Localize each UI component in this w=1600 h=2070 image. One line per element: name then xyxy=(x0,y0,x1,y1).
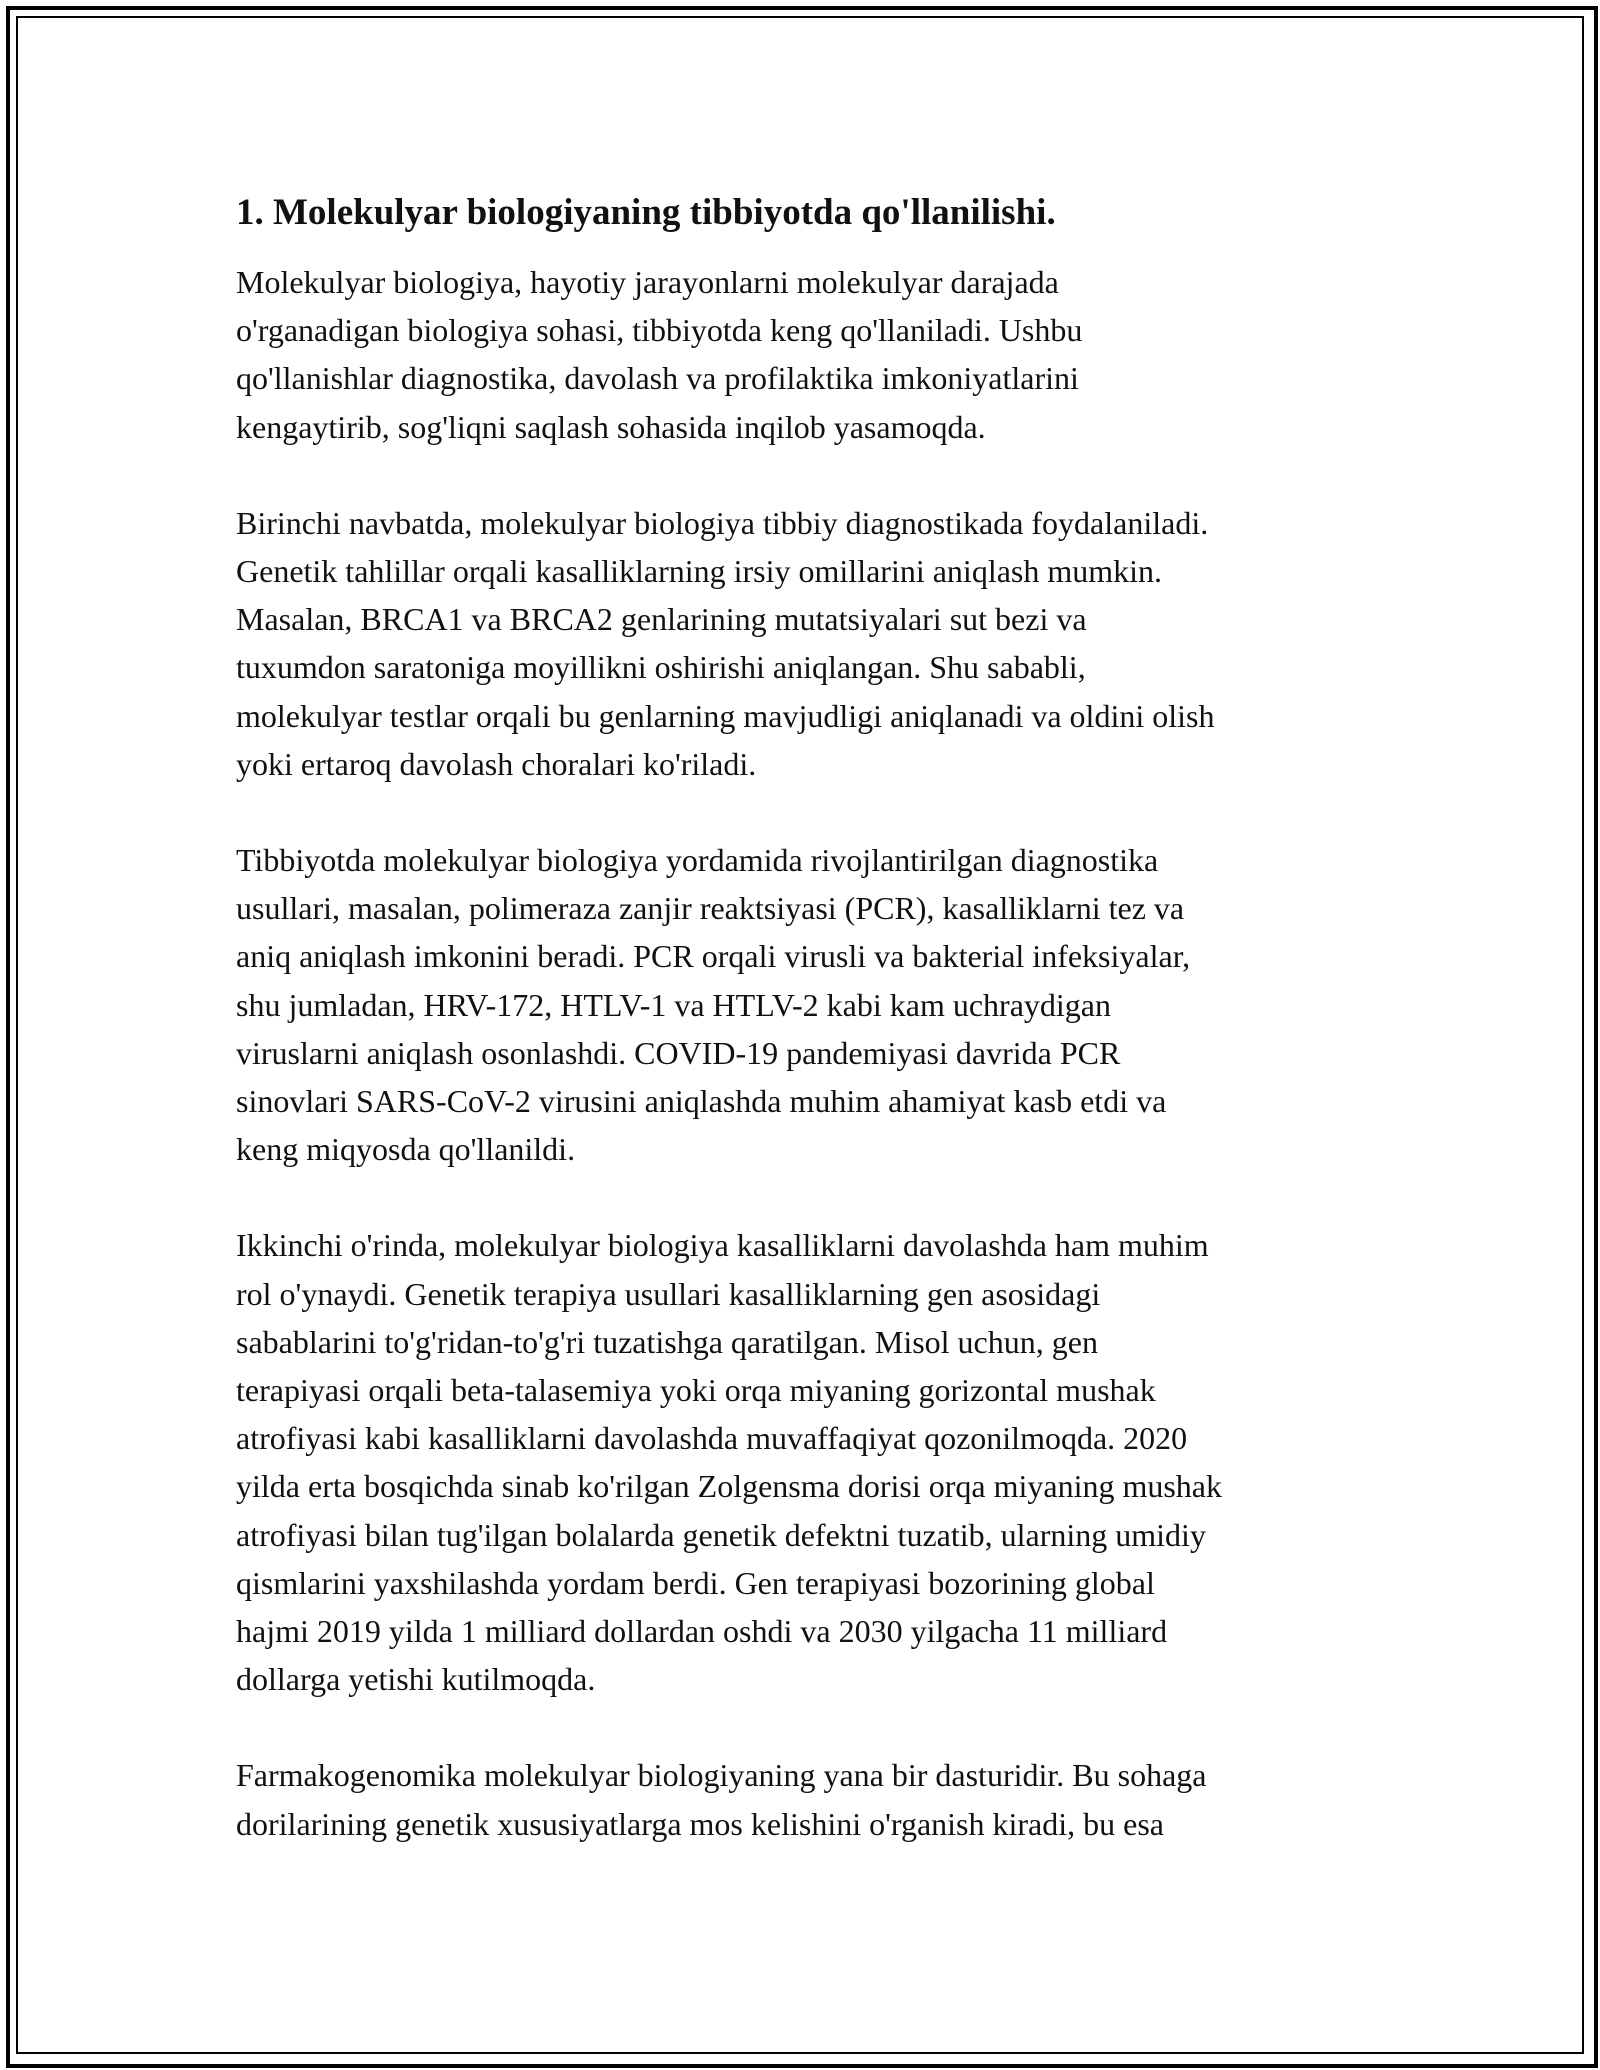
paragraph-line: Tibbiyotda molekulyar biologiya yordamida rivojlantirilgan diagnostika xyxy=(236,842,1159,879)
paragraph-line: Masalan, BRCA1 va BRCA2 genlarining mutatsiyalari sut bezi va xyxy=(236,601,1087,638)
paragraph-line: shu jumladan, HRV-172, HTLV-1 va HTLV-2 kabi kam uchraydigan xyxy=(236,986,1111,1023)
paragraph-intro xyxy=(236,258,1406,451)
paragraph-line: hajmi 2019 yilda 1 milliard dollardan oshdi va 2030 yilgacha 11 milliard xyxy=(236,1613,1168,1650)
paragraph-line: dollarga yetishi kutilmoqda. xyxy=(236,1661,596,1698)
paragraph-line: Birinchi navbatda, molekulyar biologiya tibbiy diagnostikada foydalaniladi. xyxy=(236,504,1209,541)
paragraph-line: qismlarini yaxshilashda yordam berdi. Gen terapiyasi bozorining global xyxy=(236,1564,1155,1601)
paragraph-line: usullari, masalan, polimeraza zanjir reaktsiyasi (PCR), kasalliklarni tez va xyxy=(236,890,1185,927)
paragraph-pharmacogenomics xyxy=(236,1751,1406,1847)
paragraph-line: Molekulyar biologiya, hayotiy jarayonlarni molekulyar darajada xyxy=(236,264,1059,300)
paragraph-line: molekulyar testlar orqali bu genlarning mavjudligi aniqlanadi va oldini olish xyxy=(236,697,1215,734)
paragraph-line: yilda erta bosqichda sinab ko'rilgan Zolgensma dorisi orqa miyaning mushak xyxy=(236,1468,1222,1505)
paragraph-line: Genetik tahlillar orqali kasalliklarning irsiy omillarini aniqlash mumkin. xyxy=(236,553,1163,590)
paragraph-line: viruslarni aniqlash osonlashdi. COVID-19 pandemiyasi davrida PCR xyxy=(236,1034,1121,1071)
paragraph-line: sabablarini to'g'ridan-to'g'ri tuzatishga qaratilgan. Misol uchun, gen xyxy=(236,1323,1098,1360)
paragraph-line: aniq aniqlash imkonini beradi. PCR orqali virusli va bakterial infeksiyalar, xyxy=(236,938,1191,975)
paragraph-line: dorilarining genetik xususiyatlarga mos kelishini o'rganish kiradi, bu esa xyxy=(236,1805,1164,1842)
document-body xyxy=(236,186,1406,1896)
paragraph-line: qo'llanishlar diagnostika, davolash va profilaktika imkoniyatlarini xyxy=(236,360,1079,397)
paragraph-gene-therapy xyxy=(236,1221,1406,1703)
paragraph-line: Ikkinchi o'rinda, molekulyar biologiya kasalliklarni davolashda ham muhim xyxy=(236,1227,1209,1264)
paragraph-line: atrofiyasi kabi kasalliklarni davolashda muvaffaqiyat qozonilmoqda. 2020 xyxy=(236,1420,1188,1457)
paragraph-line: rol o'ynaydi. Genetik terapiya usullari kasalliklarning gen asosidagi xyxy=(236,1275,1101,1312)
paragraph-line: terapiyasi orqali beta-talasemiya yoki orqa miyaning gorizontal mushak xyxy=(236,1372,1156,1409)
paragraph-line: kengaytirib, sog'liqni saqlash sohasida inqilob yasamoqda. xyxy=(236,408,986,445)
paragraph-line: tuxumdon saratoniga moyillikni oshirishi aniqlangan. Shu sababli, xyxy=(236,649,1086,686)
paragraph-line: Farmakogenomika molekulyar biologiyaning yana bir dasturidir. Bu sohaga xyxy=(236,1757,1207,1794)
paragraph-line: yoki ertaroq davolash choralari ko'riladi. xyxy=(236,745,757,782)
paragraph-diagnostics xyxy=(236,499,1406,788)
paragraph-line: keng miqyosda qo'llanildi. xyxy=(236,1131,576,1168)
paragraph-line: sinovlari SARS-CoV-2 virusini aniqlashda muhim ahamiyat kasb etdi va xyxy=(236,1083,1167,1120)
paragraph-line: atrofiyasi bilan tug'ilgan bolalarda genetik defektni tuzatib, ularning umidiy xyxy=(236,1516,1206,1553)
paragraph-pcr xyxy=(236,836,1406,1173)
section-heading: 1. Molekulyar biologiyaning tibbiyotda qo'llanilishi. xyxy=(236,192,1056,233)
paragraph-line: o'rganadigan biologiya sohasi, tibbiyotda keng qo'llaniladi. Ushbu xyxy=(236,312,1083,349)
